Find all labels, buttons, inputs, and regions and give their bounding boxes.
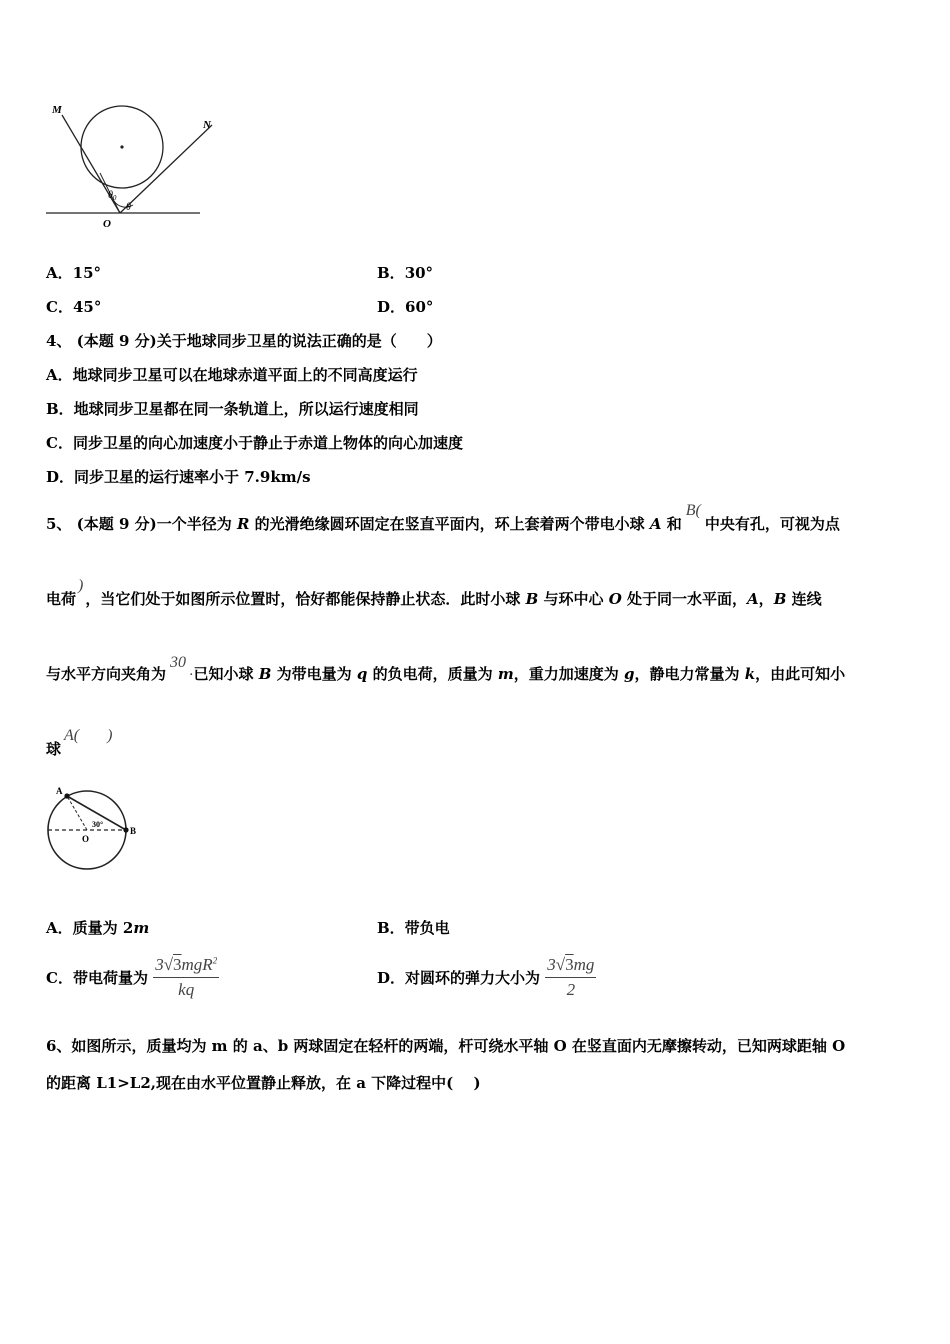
q5-text: 连线 xyxy=(786,590,822,608)
tangent-circle-figure xyxy=(40,95,210,235)
q5-option-d-fraction: $\frac{3√3mg}{2}$ xyxy=(547,955,595,999)
math-close-paren: ) xyxy=(78,577,84,594)
q6-line-1: 6、如图所示，质量均为 m 的 a、b 两球固定在轻杆的两端，杆可绕水平轴 O 在竖直面内无摩擦转动，已知两球距轴 O xyxy=(46,1037,846,1055)
q5-text: 5、 (本题 9 分)一个半径为 xyxy=(46,515,237,533)
q5-text: ， xyxy=(758,590,774,608)
q5-text: 与环中心 xyxy=(538,590,609,608)
q5-option-a[interactable] xyxy=(46,917,149,938)
q3-option-c-letter: C． xyxy=(46,298,73,316)
math-30: 30 xyxy=(170,654,187,671)
q5-text: 处于同一水平面， xyxy=(621,590,748,608)
frac-num-radicand: 3 xyxy=(173,955,182,974)
label-o: O xyxy=(103,218,111,230)
var-b: B xyxy=(525,590,539,608)
q5-text: 电荷 xyxy=(46,590,77,608)
charge-b xyxy=(123,827,128,832)
frac-num-coef: 3 xyxy=(547,955,556,974)
q5-text: 球 xyxy=(46,740,62,758)
label-m: M xyxy=(52,104,62,116)
q3-option-a[interactable] xyxy=(46,262,101,283)
q3-option-a-text: 15° xyxy=(72,264,102,282)
q3-option-b-letter: B． xyxy=(377,264,405,282)
q3-option-a-letter: A． xyxy=(46,264,73,282)
q5-text: 的负电荷，质量为 xyxy=(367,665,498,683)
var-b: B xyxy=(773,590,787,608)
math-a-paren: A( xyxy=(64,727,80,744)
math-close-paren: ) xyxy=(107,727,113,744)
q5-text: 的光滑绝缘圆环固定在竖直平面内，环上套着两个带电小球 xyxy=(249,515,650,533)
label-theta0: $\theta_0$ xyxy=(108,190,117,202)
frac-num-vars: mgR xyxy=(181,955,213,974)
frac-den: 2 xyxy=(566,980,576,999)
var-a: A xyxy=(649,515,662,533)
q5-text: ，重力加速度为 xyxy=(513,665,624,683)
var-o: O xyxy=(608,590,622,608)
q5-text: 与水平方向夹角为 xyxy=(46,665,167,683)
q5-line-2 xyxy=(46,577,822,609)
q4-option-d[interactable]: D．同步卫星的运行速率小于 7.9km/s xyxy=(46,468,311,486)
q3-option-b-text: 30° xyxy=(404,264,434,282)
var-g: g xyxy=(623,665,635,683)
q4-option-c[interactable]: C．同步卫星的向心加速度小于静止于赤道上物体的向心加速度 xyxy=(46,434,463,452)
q5-option-c-text: C．带电荷量为 xyxy=(46,969,148,987)
q5-option-a-text: A．质量为 2 xyxy=(46,919,134,937)
frac-num-coef: 3 xyxy=(155,955,164,974)
q4-option-a[interactable]: A．地球同步卫星可以在地球赤道平面上的不同高度运行 xyxy=(46,366,418,384)
q3-option-d-text: 60° xyxy=(405,298,434,316)
ring-charges-figure xyxy=(44,778,144,878)
label-b: B xyxy=(130,826,137,836)
line-on xyxy=(120,125,212,213)
frac-den: kq xyxy=(178,980,195,999)
q5-option-d-text: D．对圆环的弹力大小为 xyxy=(377,969,541,987)
q3-option-d-letter: D． xyxy=(377,298,406,316)
q5-line-1 xyxy=(46,502,840,534)
q5-option-c-fraction: $\frac{3√3mgR^2}{kq}$ xyxy=(155,955,218,999)
q5-option-c[interactable] xyxy=(46,955,219,1000)
var-r: R xyxy=(236,515,250,533)
var-q: q xyxy=(356,665,368,683)
q5-option-d[interactable] xyxy=(377,955,596,1000)
label-angle: 30° xyxy=(92,820,104,829)
frac-num-radicand: 3 xyxy=(565,955,574,974)
q5-text: ，静电力常量为 xyxy=(634,665,745,683)
label-theta: θ xyxy=(126,202,131,213)
q5-text: 已知小球 xyxy=(193,665,259,683)
math-b-paren: B( xyxy=(685,502,701,519)
q5-line-3 xyxy=(46,654,846,684)
var-a: A xyxy=(747,590,759,608)
label-o: O xyxy=(82,834,90,844)
label-a: A xyxy=(56,786,63,796)
q3-option-c[interactable] xyxy=(46,296,101,317)
q3-option-c-text: 45° xyxy=(72,298,102,316)
q5-text: 和 xyxy=(661,515,682,533)
q5-text: 为带电量为 xyxy=(271,665,357,683)
q3-option-d[interactable] xyxy=(377,296,433,317)
q6-line-2: 的距离 L1>L2,现在由水平位置静止释放，在 a 下降过程中( ) xyxy=(46,1074,481,1092)
q5-text: ，当它们处于如图所示位置时，恰好都能保持静止状态．此时小球 xyxy=(85,590,526,608)
label-n: N xyxy=(203,119,211,131)
q3-option-b[interactable] xyxy=(377,262,433,283)
q5-line-4 xyxy=(46,727,113,759)
var-k: k xyxy=(744,665,756,683)
q4-option-b[interactable]: B．地球同步卫星都在同一条轨道上，所以运行速度相同 xyxy=(46,400,419,418)
math-dot: . xyxy=(186,663,194,679)
var-m: m xyxy=(497,665,514,683)
var-m: m xyxy=(133,919,150,937)
frac-num-exponent: 2 xyxy=(212,955,218,966)
frac-num-vars: mg xyxy=(573,955,595,974)
q4-stem: 4、 (本题 9 分)关于地球同步卫星的说法正确的是（ ） xyxy=(46,332,442,350)
q5-option-b[interactable]: B．带负电 xyxy=(377,919,450,937)
var-b: B xyxy=(258,665,272,683)
circle-center-dot xyxy=(120,145,123,148)
q5-text: ，由此可知小 xyxy=(755,665,846,683)
charge-a xyxy=(64,793,69,798)
q5-text: 中央有孔，可视为点 xyxy=(704,515,840,533)
